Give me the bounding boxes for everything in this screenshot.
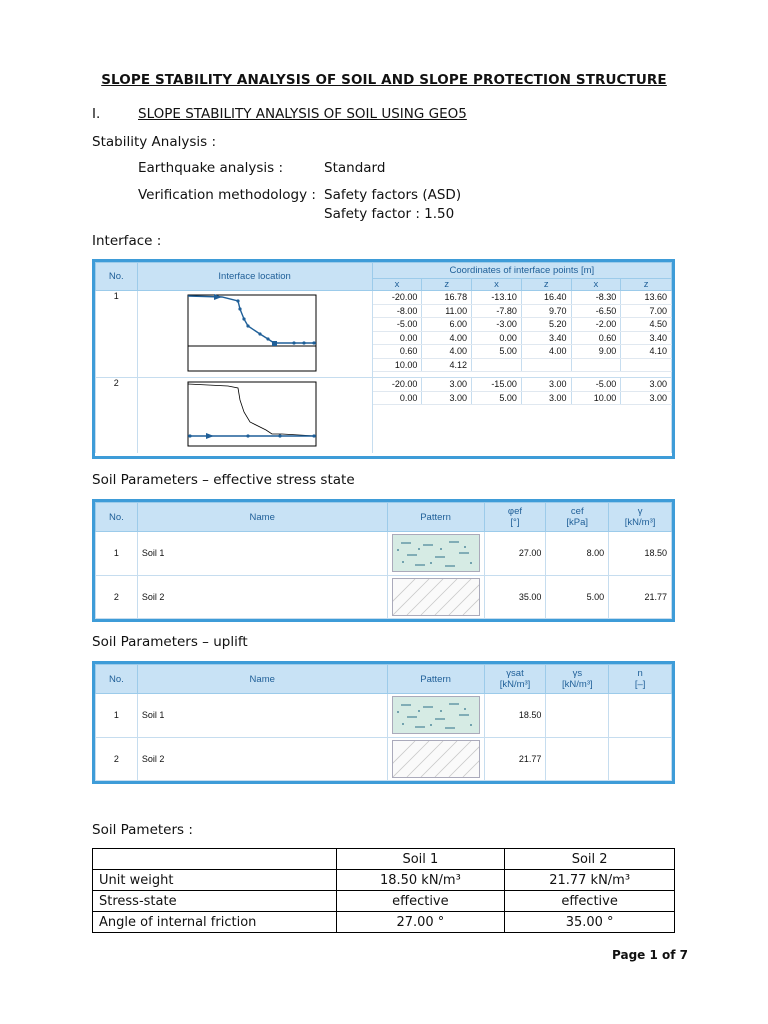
table-row <box>93 891 675 912</box>
coord-cell: 13.60 <box>621 291 672 305</box>
col-x: x <box>571 279 621 291</box>
gs-unit: [kN/m³] <box>562 679 593 690</box>
n-unit: [–] <box>634 679 646 690</box>
coord-cell: 16.78 <box>422 291 472 305</box>
coord-cell: 0.60 <box>571 331 621 345</box>
col-pattern: Pattern <box>387 503 484 532</box>
c-unit: [kPa] <box>566 517 589 528</box>
gs-value <box>546 694 609 738</box>
coord-cell: 0.60 <box>372 345 422 359</box>
param-value: 18.50 kN/m³ <box>336 870 505 891</box>
col-name: Name <box>137 665 387 694</box>
soil-2-pattern-icon <box>392 578 480 616</box>
param-value: effective <box>505 891 675 912</box>
coord-cell: 0.00 <box>372 331 422 345</box>
table-row <box>96 532 672 576</box>
table-row <box>96 575 672 619</box>
pattern-cell <box>387 575 484 619</box>
coord-cell: 5.20 <box>521 318 571 332</box>
gamma-symbol: γ <box>637 506 643 517</box>
phi-symbol: φef <box>507 506 522 517</box>
gsat-unit: [kN/m³] <box>499 679 531 690</box>
params-heading: Soil Pameters : <box>92 822 193 838</box>
param-value: 27.00 ° <box>336 912 505 933</box>
coord-cell: 16.40 <box>521 291 571 305</box>
coord-cell <box>571 358 621 372</box>
col-gsat <box>484 665 546 694</box>
coord-cell <box>472 358 522 372</box>
soil-name: Soil 2 <box>137 737 387 781</box>
coord-cell: 5.00 <box>472 345 522 359</box>
coord-cell: 5.00 <box>472 391 522 405</box>
param-label: Angle of internal friction <box>93 912 337 933</box>
coord-cell: 3.00 <box>422 378 472 392</box>
clay-hatch-icon <box>393 535 479 571</box>
interface-1-diagram <box>137 291 372 378</box>
gs-symbol: γs <box>572 668 583 679</box>
coord-cell <box>521 358 571 372</box>
coord-cell: 6.00 <box>422 318 472 332</box>
c-symbol: cef <box>570 506 584 517</box>
effective-table <box>95 502 672 619</box>
n-value <box>609 694 672 738</box>
interface-2-sketch <box>138 378 372 448</box>
col-n <box>609 665 672 694</box>
n-symbol: n <box>637 668 643 679</box>
section-number: I. <box>92 106 101 122</box>
pattern-cell <box>387 694 484 738</box>
coord-cell: -5.00 <box>571 378 621 392</box>
coord-cell: -7.80 <box>472 304 522 318</box>
row-no: 1 <box>96 291 138 378</box>
coord-cell: 0.00 <box>472 331 522 345</box>
method-label: Verification methodology : <box>138 187 316 203</box>
gsat-symbol: γsat <box>506 668 524 679</box>
coord-cell: 11.00 <box>422 304 472 318</box>
col-x: x <box>472 279 522 291</box>
coord-cell: -13.10 <box>472 291 522 305</box>
soil-name: Soil 2 <box>137 575 387 619</box>
param-value: 21.77 kN/m³ <box>505 870 675 891</box>
soil-1-pattern-icon <box>392 534 480 572</box>
phi-value: 27.00 <box>484 532 546 576</box>
soil-2-pattern-icon <box>392 740 480 778</box>
table-row <box>93 849 675 870</box>
coord-cell: 3.40 <box>521 331 571 345</box>
coord-cell: 3.40 <box>621 331 672 345</box>
coord-cell: 4.12 <box>422 358 472 372</box>
header-cell <box>93 849 337 870</box>
diagonal-hatch-icon <box>393 579 479 615</box>
method-value: Safety factors (ASD) <box>324 187 462 203</box>
clay-hatch-icon <box>393 697 479 733</box>
param-value: 35.00 ° <box>505 912 675 933</box>
coord-cell: -8.00 <box>372 304 422 318</box>
param-value: effective <box>336 891 505 912</box>
row-no: 1 <box>96 532 138 576</box>
effective-table-frame <box>92 499 675 622</box>
gsat-value: 18.50 <box>484 694 546 738</box>
row-no: 2 <box>96 737 138 781</box>
coord-cell: -8.30 <box>571 291 621 305</box>
table-row <box>96 737 672 781</box>
gamma-unit: [kN/m³] <box>624 517 656 528</box>
uplift-heading: Soil Parameters – uplift <box>92 634 248 650</box>
col-z: z <box>521 279 571 291</box>
table-row <box>93 870 675 891</box>
coord-cell: -20.00 <box>372 378 422 392</box>
col-no: No. <box>96 503 138 532</box>
gs-value <box>546 737 609 781</box>
pattern-cell <box>387 737 484 781</box>
coord-cell: 4.00 <box>521 345 571 359</box>
soil-name: Soil 1 <box>137 532 387 576</box>
col-name: Name <box>137 503 387 532</box>
coord-cell: -3.00 <box>472 318 522 332</box>
uplift-table-frame <box>92 661 675 784</box>
diagonal-hatch-icon <box>393 741 479 777</box>
interface-2-diagram <box>137 378 372 453</box>
coord-cell: 7.00 <box>621 304 672 318</box>
col-pattern: Pattern <box>387 665 484 694</box>
section-title: SLOPE STABILITY ANALYSIS OF SOIL USING GEO5 <box>138 106 467 122</box>
row-no: 2 <box>96 378 138 453</box>
gamma-value: 18.50 <box>609 532 672 576</box>
coord-cell: 9.70 <box>521 304 571 318</box>
effective-heading: Soil Parameters – effective stress state <box>92 472 355 488</box>
coord-cell: 3.00 <box>621 378 672 392</box>
coord-cell: 4.00 <box>422 331 472 345</box>
coord-cell: 3.00 <box>521 378 571 392</box>
col-coords: Coordinates of interface points [m] <box>372 263 671 279</box>
coord-cell: 4.00 <box>422 345 472 359</box>
interface-table <box>95 262 672 453</box>
table-row <box>96 694 672 738</box>
row-no: 2 <box>96 575 138 619</box>
pattern-cell <box>387 532 484 576</box>
phi-unit: [°] <box>510 517 520 528</box>
coord-cell: 3.00 <box>422 391 472 405</box>
col-c <box>546 503 609 532</box>
gamma-value: 21.77 <box>609 575 672 619</box>
c-value: 8.00 <box>546 532 609 576</box>
param-label: Stress-state <box>93 891 337 912</box>
coord-cell: 0.00 <box>372 391 422 405</box>
table-row <box>96 291 672 305</box>
col-z: z <box>422 279 472 291</box>
coord-cell: 10.00 <box>571 391 621 405</box>
col-phi <box>484 503 546 532</box>
coord-cell: -5.00 <box>372 318 422 332</box>
table-row <box>96 378 672 392</box>
coord-cell: 4.10 <box>621 345 672 359</box>
row-no: 1 <box>96 694 138 738</box>
phi-value: 35.00 <box>484 575 546 619</box>
interface-heading: Interface : <box>92 233 162 249</box>
interface-1-sketch <box>138 291 372 373</box>
coord-cell: 9.00 <box>571 345 621 359</box>
stability-heading: Stability Analysis : <box>92 134 216 150</box>
c-value: 5.00 <box>546 575 609 619</box>
soil-name: Soil 1 <box>137 694 387 738</box>
header-cell: Soil 2 <box>505 849 675 870</box>
col-location: Interface location <box>137 263 372 291</box>
col-gamma <box>609 503 672 532</box>
col-no: No. <box>96 263 138 291</box>
gsat-value: 21.77 <box>484 737 546 781</box>
soil-1-pattern-icon <box>392 696 480 734</box>
col-no: No. <box>96 665 138 694</box>
coord-cell: 3.00 <box>621 391 672 405</box>
coord-cell: -15.00 <box>472 378 522 392</box>
coord-cell <box>621 358 672 372</box>
coord-cell: -6.50 <box>571 304 621 318</box>
col-z: z <box>621 279 672 291</box>
coord-cell: 10.00 <box>372 358 422 372</box>
interface-table-frame <box>92 259 675 459</box>
coord-cell: 4.50 <box>621 318 672 332</box>
earthquake-value: Standard <box>324 160 386 176</box>
col-x: x <box>372 279 422 291</box>
table-row <box>93 912 675 933</box>
earthquake-label: Earthquake analysis : <box>138 160 284 176</box>
n-value <box>609 737 672 781</box>
col-gs <box>546 665 609 694</box>
uplift-table <box>95 664 672 781</box>
coord-cell: 3.00 <box>521 391 571 405</box>
document-title: SLOPE STABILITY ANALYSIS OF SOIL AND SLOPE PROTECTION STRUCTURE <box>101 72 667 88</box>
safety-factor: Safety factor : 1.50 <box>324 206 455 222</box>
page-footer: Page 1 of 7 <box>612 948 688 962</box>
coord-cell: -2.00 <box>571 318 621 332</box>
param-label: Unit weight <box>93 870 337 891</box>
coord-cell: -20.00 <box>372 291 422 305</box>
header-cell: Soil 1 <box>336 849 505 870</box>
params-table <box>92 848 675 933</box>
